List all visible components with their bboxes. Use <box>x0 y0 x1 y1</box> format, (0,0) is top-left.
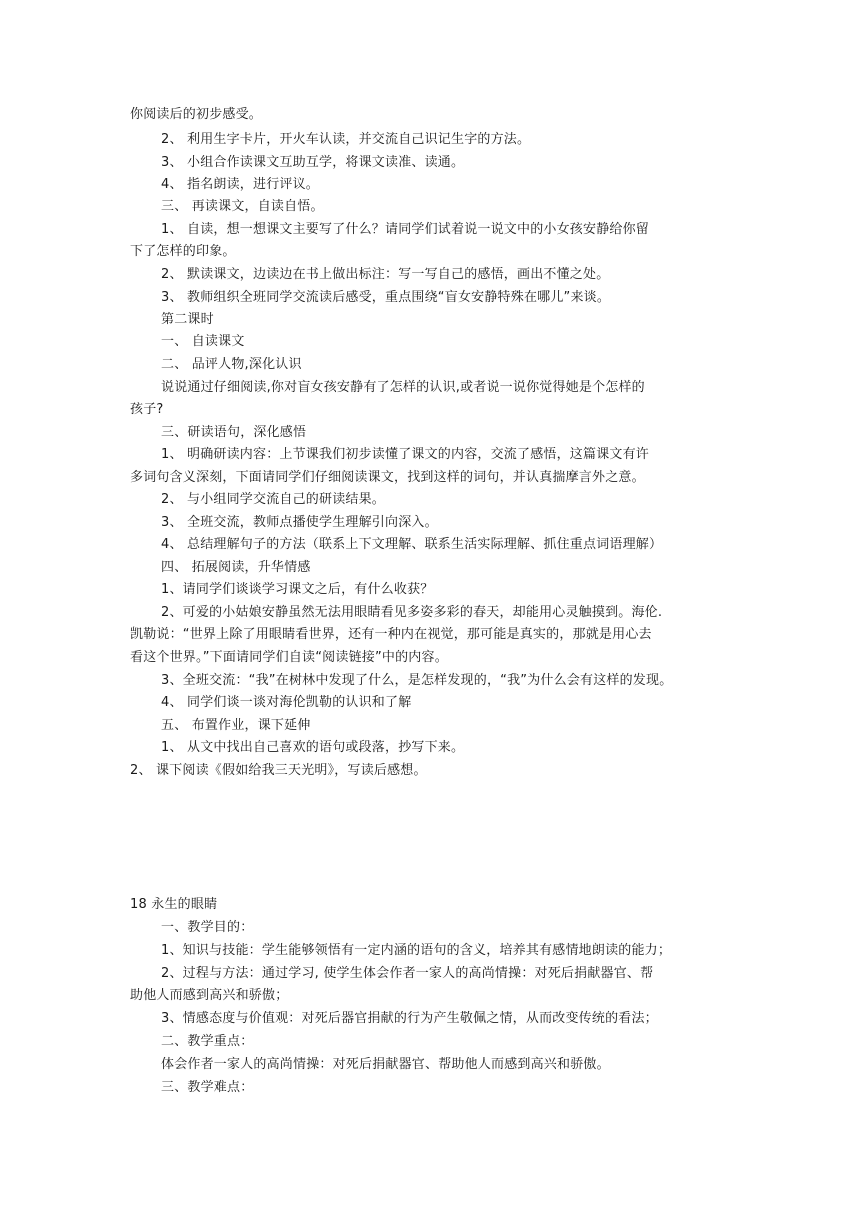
text-line: 你阅读后的初步感受。 <box>130 107 263 122</box>
text-line: 3、全班交流：“我”在树林中发现了什么，是怎样发现的，“我”为什么会有这样的发现。 <box>161 673 673 688</box>
text-line: 1、 明确研读内容：上节课我们初步读懂了课文的内容，交流了感悟，这篇课文有许 <box>161 447 650 462</box>
text-line: 二、 品评人物,深化认识 <box>161 357 302 372</box>
text-line: 2、 默读课文，边读边在书上做出标注：写一写自己的感悟，画出不懂之处。 <box>161 267 610 282</box>
text-line: 2、可爱的小姑娘安静虽然无法用眼睛看见多姿多彩的春天，却能用心灵触摸到。海伦. <box>161 605 663 620</box>
text-line: 3、 小组合作读课文互助互学，将课文读准、读通。 <box>161 155 465 170</box>
text-line: 3、情感态度与价值观：对死后器官捐献的行为产生敬佩之情，从而改变传统的看法； <box>161 1011 658 1026</box>
text-line: 二、教学重点： <box>161 1034 254 1049</box>
section-heading: 第二课时 <box>161 312 214 327</box>
text-line: 4、 同学们谈一谈对海伦凯勒的认识和了解 <box>161 695 412 710</box>
text-line: 孩子? <box>130 402 164 417</box>
text-line: 三、 再读课文，自读自悟。 <box>161 199 324 214</box>
text-line: 4、 总结理解句子的方法（联系上下文理解、联系生活实际理解、抓住重点词语理解） <box>161 537 663 552</box>
text-line: 五、 布置作业，课下延伸 <box>161 718 311 733</box>
text-line: 体会作者一家人的高尚情操：对死后捐献器官、帮助他人而感到高兴和骄傲。 <box>161 1057 610 1072</box>
text-line: 3、 全班交流，教师点播使学生理解引向深入。 <box>161 515 438 530</box>
text-line: 助他人而感到高兴和骄傲； <box>130 988 289 1003</box>
text-line: 一、教学目的： <box>161 920 254 935</box>
text-line: 1、知识与技能：学生能够领悟有一定内涵的语句的含义，培养其有感情地朗读的能力； <box>161 943 672 958</box>
text-line: 四、 拓展阅读，升华情感 <box>161 560 311 575</box>
text-line: 1、 从文中找出自己喜欢的语句或段落，抄写下来。 <box>161 740 465 755</box>
text-line: 凯勒说：“世界上除了用眼睛看世界，还有一种内在视觉，那可能是真实的，那就是用心去 <box>130 627 652 642</box>
text-line: 说说通过仔细阅读,你对盲女孩安静有了怎样的认识,或者说一说你觉得她是个怎样的 <box>161 380 645 395</box>
text-line: 1、请同学们谈谈学习课文之后，有什么收获？ <box>161 582 434 597</box>
text-line: 2、 课下阅读《假如给我三天光明》，写读后感想。 <box>130 763 427 778</box>
text-line: 1、 自读，想一想课文主要写了什么？请同学们试着说一说文中的小女孩安静给你留 <box>161 222 650 237</box>
text-line: 下了怎样的印象。 <box>130 244 236 259</box>
text-line: 多词句含义深刻，下面请同学们仔细阅读课文，找到这样的词句，并认真揣摩言外之意。 <box>130 470 645 485</box>
text-line: 2、 与小组同学交流自己的研读结果。 <box>161 492 386 507</box>
text-line: 2、 利用生字卡片，开火车认读，并交流自己识记生字的方法。 <box>161 132 531 147</box>
text-line: 看这个世界。”下面请同学们自读“阅读链接”中的内容。 <box>130 650 448 665</box>
text-line: 三、研读语句，深化感悟 <box>161 425 307 440</box>
lesson-title: 18 永生的眼睛 <box>130 897 218 912</box>
text-line: 3、 教师组织全班同学交流读后感受，重点围绕“盲女安静特殊在哪儿”来谈。 <box>161 290 611 305</box>
text-line: 4、 指名朗读，进行评议。 <box>161 177 320 192</box>
text-line: 三、教学难点： <box>161 1080 254 1095</box>
text-line: 一、 自读课文 <box>161 334 245 349</box>
text-line: 2、过程与方法：通过学习, 使学生体会作者一家人的高尚情操：对死后捐献器官、帮 <box>161 966 654 981</box>
